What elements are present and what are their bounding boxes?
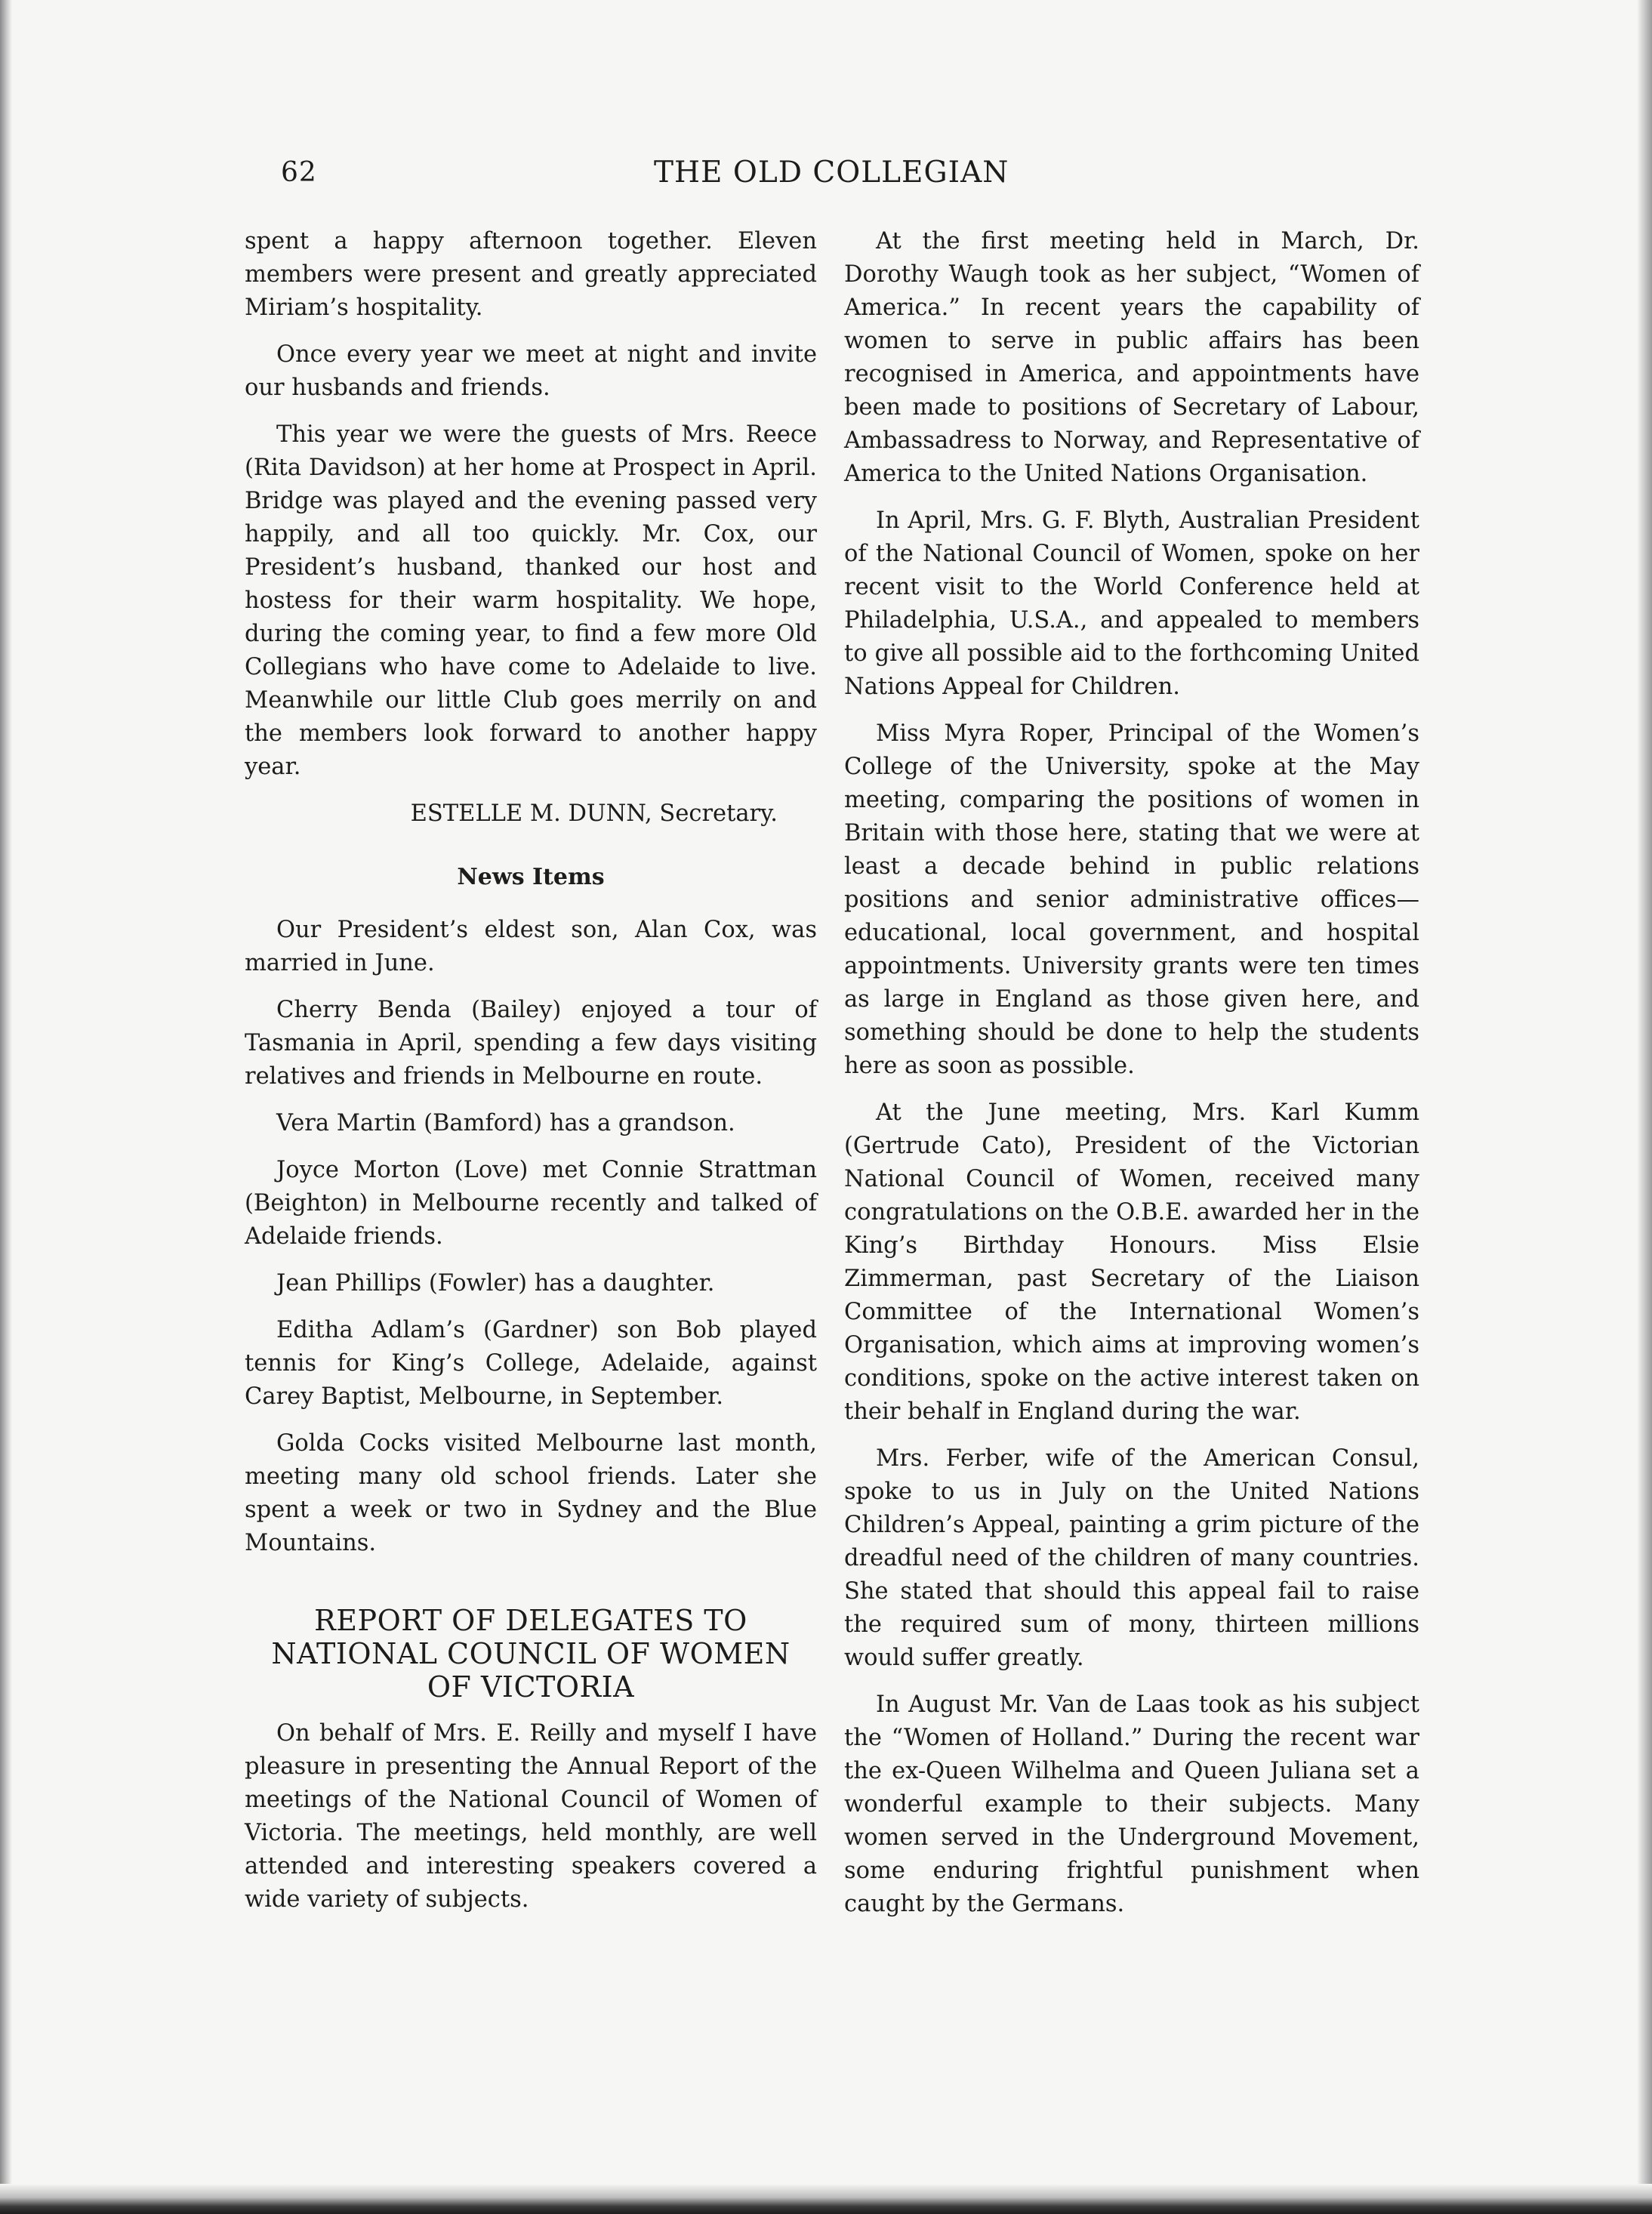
paragraph: In August Mr. Van de Laas took as his subject the “Women of Holland.” During the recent war the ex-Queen Wilhelma and Queen Juliana set a wonderful example to their subjects. Many women served in the Underground Movement, some enduring frightful punishment when caught by the Germans.	[844, 1691, 1419, 1917]
news-item: Jean Phillips (Fowler) has a daughter.	[276, 1270, 715, 1297]
right-column	[844, 225, 1419, 1935]
paragraph: At the first meeting held in March, Dr. Dorothy Waugh took as her subject, “Women of America.” In recent years the capability of women to serve in public affairs has been recognised in America, and appointments have been made to positions of Secretary of Labour, Ambassadress to Norway, and Representative of America to the United Nations Organisation.	[844, 228, 1419, 487]
paragraph: On behalf of Mrs. E. Reilly and myself I have pleasure in presenting the Annual Report of the meetings of the National Council of Women of Victoria. The meetings, held monthly, are well attended and interesting speakers covered a wide variety of subjects.	[245, 1720, 817, 1913]
page-edge-shadow	[1637, 0, 1652, 2214]
news-item: Editha Adlam’s (Gardner) son Bob played tennis for King’s College, Adelaide, against Carey Baptist, Melbourne, in September.	[245, 1317, 817, 1410]
news-item: Cherry Benda (Bailey) enjoyed a tour of Tasmania in April, spending a few days visiting relatives and friends in Melbourne en route.	[245, 997, 817, 1090]
running-title: THE OLD COLLEGIAN	[654, 156, 1009, 190]
paragraph: At the June meeting, Mrs. Karl Kumm (Gertrude Cato), President of the Victorian National Council of Women, received many congratulations on the O.B.E. awarded her in the King’s Birthday Honours. Miss Elsie Zimmerman, past Secretary of the Liaison Committee of the International Women’s Organisation, which aims at improving women’s conditions, spoke on the active interest taken on their behalf in England during the war.	[844, 1099, 1419, 1425]
report-heading: REPORT OF DELEGATES TO NATIONAL COUNCIL OF WOMEN OF VICTORIA	[271, 1604, 791, 1704]
news-item: Golda Cocks visited Melbourne last month, meeting many old school friends. Later she spent a week or two in Sydney and the Blue Mountains.	[245, 1430, 817, 1556]
paragraph: Miss Myra Roper, Principal of the Women’s College of the University, spoke at the May meeting, comparing the positions of women in Britain with those here, stating that we were at least a decade behind in public relations positions and senior administrative offices—educational, local government, and hospital appointments. University grants were ten times as large in England as those given here, and something should be done to help the students here as soon as possible.	[844, 720, 1419, 1079]
page-bottom-shadow	[0, 2184, 1652, 2214]
paragraph: In April, Mrs. G. F. Blyth, Australian President of the National Council of Women, spoke on her recent visit to the World Conference held at Philadelphia, U.S.A., and appealed to members to give all possible aid to the forthcoming United Nations Appeal for Children.	[844, 507, 1419, 700]
news-item: Our President’s eldest son, Alan Cox, was married in June.	[245, 917, 817, 976]
page-number: 62	[281, 157, 317, 188]
paragraph: spent a happy afternoon together. Eleven members were present and greatly appreciated Miriam’s hospitality.	[245, 228, 817, 321]
signature: ESTELLE M. DUNN, Secretary.	[410, 800, 778, 827]
paragraph: Mrs. Ferber, wife of the American Consul, spoke to us in July on the United Nations Children’s Appeal, painting a grim picture of the dreadful need of the children of many countries. She stated that should this appeal fail to raise the required sum of mony, thirteen millions would suffer greatly.	[844, 1445, 1419, 1671]
left-column	[245, 225, 817, 1930]
page-header	[0, 151, 1652, 204]
news-item: Joyce Morton (Love) met Connie Strattman (Beighton) in Melbourne recently and talked of Adelaide friends.	[245, 1157, 817, 1250]
section-heading-news-items: News Items	[457, 864, 605, 890]
news-item: Vera Martin (Bamford) has a grandson.	[276, 1110, 735, 1136]
page-spine-shadow	[0, 0, 12, 2214]
paragraph: Once every year we meet at night and invite our husbands and friends.	[245, 341, 817, 401]
paragraph: This year we were the guests of Mrs. Reece (Rita Davidson) at her home at Prospect in April. Bridge was played and the evening passed very happily, and all too quickly. Mr. Cox, our President’s husband, thanked our host and hostess for their warm hospitality. We hope, during the coming year, to find a few more Old Collegians who have come to Adelaide to live. Meanwhile our little Club goes merrily on and the members look forward to another happy year.	[245, 421, 817, 780]
